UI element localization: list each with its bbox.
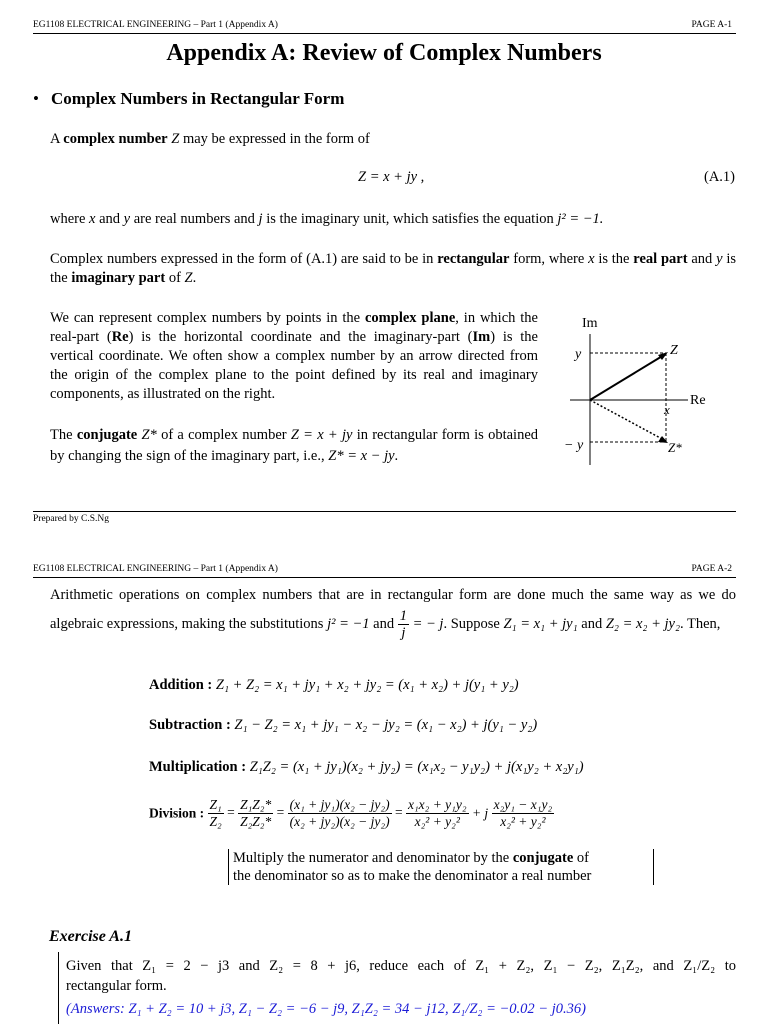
complex-plane-diagram — [560, 310, 740, 470]
paragraph-intro: A complex number Z may be expressed in the form of — [50, 131, 370, 147]
one-over-j-fraction: $\frac{1}{j}$ — [399, 608, 407, 641]
equation-a1: Z = x + jy , — [358, 169, 425, 185]
paragraph-rectangular: Complex numbers expressed in the form of (A.1) are said to be in rectangular form, where x is the real part and y is the imaginary part of Z. — [50, 251, 737, 286]
page1-header-left: EG1108 ELECTRICAL ENGINEERING – Part 1 (Appendix A) — [33, 20, 278, 30]
addition-row: Addition : Z₁ + Z₂ = x₁ + jy₁ + x₂ + jy₂ = (x₁ + x₂) + j(y₁ + y₂) — [149, 677, 519, 693]
x-label: x — [664, 402, 670, 417]
multiplication-row: Multiplication : Z₁Z₂ = (x₁ + jy₁)(x₂ + jy₂) = (x₁x₂ − y₁y₂) + j(x₁y₂ + x₂y₁) — [149, 759, 584, 775]
page1-footer: Prepared by C.S.Ng — [33, 514, 109, 524]
page1-header-right: PAGE A-1 — [691, 20, 732, 30]
paragraph-complex-plane: We can represent complex numbers by points in the complex plane, in which the real-part (Re) is the horizontal coordinate and the imaginary-part (Im) is the vertical coordinate. We often show a complex number by an arrow directed from the origin of the complex plane to the point defined by its real and imaginary components, as illustrated on the right. — [50, 310, 538, 402]
subtraction-row: Subtraction : Z₁ − Z₂ = x₁ + jy₁ − x₂ − jy₂ = (x₁ − x₂) + j(y₁ − y₂) — [149, 717, 538, 733]
division-row: Division : $\frac{\text{Z₁}}{\text{Z₂}}$ = $\frac{\text{Z₁Z₂*}}{\text{Z₂Z₂*}}$ = $\frac{\text{(x₁ + jy₁)(x₂ − jy₂)}}{\text{(x₂ + jy₂)(x₂ − jy₂)}}$ = $\frac{\text{x₁x₂ + y₁y₂}}{\text{x₂² + y₂²}}$ + j $\frac{\text{x₂y₁ − x₁y₂}}{\text{x₂² + y₂²}}$ — [149, 797, 553, 829]
im-label: Im — [582, 316, 598, 331]
zstar-arrow — [590, 400, 664, 440]
exercise-title: Exercise A.1 — [49, 928, 132, 945]
page1-header-rule — [33, 33, 736, 34]
exercise-body: Given that Z₁ = 2 − j3 and Z₂ = 8 + j6, reduce each of Z₁ + Z₂, Z₁ − Z₂, Z₁Z₂, and Z₁/Z₂ to rectangular form. — [66, 958, 736, 994]
page2-header-rule — [33, 577, 736, 578]
exercise-bar — [58, 952, 59, 1024]
exercise-answers: (Answers: Z₁ + Z₂ = 10 + j3, Z₁ − Z₂ = −6 − j9, Z₁Z₂ = 34 − j12, Z₁/Z₂ = −0.02 − j0.36) — [66, 1001, 586, 1017]
paragraph-conjugate: The conjugate Z* of a complex number Z = x + jy in rectangular form is obtained by changing the sign of the imaginary part, i.e., Z* = x − jy. — [50, 427, 538, 464]
neg-y-label: − y — [564, 438, 584, 453]
bullet-icon: • — [33, 89, 39, 108]
z-label: Z — [670, 343, 678, 358]
page2-header-left: EG1108 ELECTRICAL ENGINEERING – Part 1 (Appendix A) — [33, 564, 278, 574]
paragraph-arithmetic: Arithmetic operations on complex numbers that are in rectangular form are done much the same way as we do algebraic expressions, making the substitutions j² = −1 and $\frac{1}{j}$ = − j. Suppose Z₁ = x₁ + jy₁ and Z₂ = x₂ + jy₂. Then, — [50, 587, 736, 641]
division-note: Multiply the numerator and denominator by the conjugate of the denominator so as to make the denominator a real number — [228, 849, 654, 885]
equation-a1-label: (A.1) — [703, 169, 735, 185]
section-heading: Complex Numbers in Rectangular Form — [51, 89, 345, 108]
zstar-label: Z* — [668, 440, 682, 455]
re-label: Re — [690, 393, 706, 408]
page2-header-right: PAGE A-2 — [691, 564, 732, 574]
y-label: y — [575, 347, 582, 362]
paragraph-where: where x and y are real numbers and j is the imaginary unit, which satisfies the equation j² = −1. — [50, 211, 604, 227]
page-title: Appendix A: Review of Complex Numbers — [166, 40, 602, 66]
z-arrow — [590, 355, 664, 400]
page1-footer-rule — [33, 511, 736, 512]
